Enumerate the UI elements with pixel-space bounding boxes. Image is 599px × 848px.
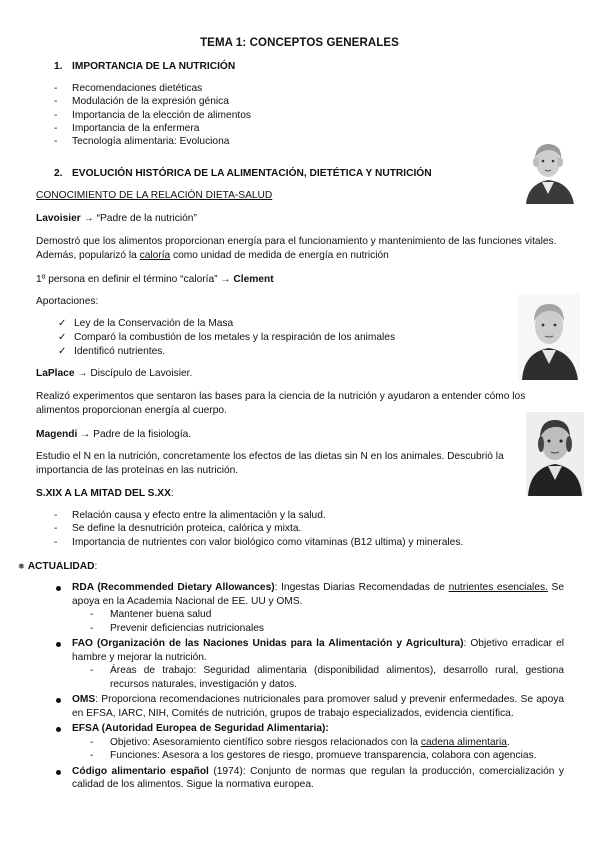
list-item: - Importancia de la elección de alimentos [54, 109, 251, 122]
text: como unidad de medida de energía en nutrición [170, 249, 389, 261]
sxix-heading [36, 487, 174, 501]
page-title: TEMA 1: CONCEPTOS GENERALES [200, 37, 399, 49]
lavoisier-name: Lavoisier [36, 213, 81, 224]
text: Identificó nutrientes. [74, 346, 166, 357]
list-item: - Importancia de nutrientes con valor biológico como vitaminas (B12 ultima) y minerales. [54, 536, 463, 549]
sxix-heading-text: S.XIX A LA MITAD DEL S.XX [36, 488, 171, 499]
text: . [506, 736, 510, 748]
list-item: - Mantener buena salud [90, 608, 564, 622]
first-person-line [36, 273, 274, 287]
lavoisier-line [36, 212, 197, 226]
list-item [90, 736, 564, 750]
lavoisier-tag: “Padre de la nutrición” [96, 213, 197, 224]
contrib-list [58, 317, 395, 359]
list-item: - Tecnología alimentaria: Evoluciona [54, 135, 251, 148]
list-item-oms [56, 693, 564, 720]
clement-name: Clement [233, 274, 274, 285]
text: : Ingestas Diarias Recomendadas de [274, 582, 449, 593]
list-item-efsa [56, 722, 564, 763]
section1-heading [54, 60, 235, 74]
rda-sublist [90, 608, 564, 635]
checkmark-icon: ✓ [58, 346, 67, 357]
section1-heading-text: IMPORTANCIA DE LA NUTRICIÓN [72, 61, 236, 72]
text: Objetivo: Asesoramiento científico sobre riesgos relacionados con la [110, 736, 421, 748]
text: 1º persona en definir el término “caloría” [36, 274, 221, 285]
magendi-tag: → Padre de la fisiología. [77, 429, 192, 440]
actualidad-heading [18, 560, 97, 574]
laplace-portrait [518, 294, 580, 380]
bullet-icon [56, 770, 61, 775]
list-item [58, 317, 395, 331]
underlined-text: caloría [139, 249, 171, 261]
list-item: - Se define la desnutrición proteica, calórica y mixta. [54, 522, 463, 535]
list-item-fao [56, 637, 564, 691]
actualidad-heading-text: ACTUALIDAD [27, 561, 95, 572]
oms-title: OMS [72, 694, 96, 705]
section1-number: 1. [54, 61, 63, 72]
arrow: → [220, 274, 234, 285]
section2-heading [54, 167, 432, 181]
section1-list [54, 82, 251, 148]
text: Demostró que los alimentos proporcionan energía para el funcionamiento y mantenimiento de las funciones vitales. Además, popularizó la [36, 236, 557, 261]
magendi-portrait [526, 412, 584, 496]
magendi-name: Magendi [36, 429, 78, 440]
list-item [58, 345, 395, 359]
rda-title: RDA (Recommended Dietary Allowances) [72, 582, 275, 593]
list-item: - Prevenir deficiencias nutricionales [90, 622, 564, 636]
laplace-paragraph: Realizó experimentos que sentaron las bases para la ciencia de la nutrición y ayudaron a entender cómo los alimentos proporcionan energía al cuerpo. [36, 391, 526, 416]
text: Comparó la combustión de los metales y la respiración de los animales [74, 332, 396, 343]
list-item: - Importancia de la enfermera [54, 122, 251, 135]
laplace-name: LaPlace [36, 368, 75, 379]
list-item-codigo [56, 765, 564, 792]
magendi-paragraph: Estudio el N en la nutrición, concretamente los efectos de las dietas sin N en los animales. Descubrió la importancia de las proteínas en las nutrición. [36, 451, 504, 476]
list-item: - Áreas de trabajo: Seguridad alimentaria (disponibilidad alimentos), desarrollo rural, gestiona recursos naturales, investigación y datos. [90, 664, 564, 691]
bullet-icon [56, 642, 61, 647]
section2-subheading: CONOCIMIENTO DE LA RELACIÓN DIETA-SALUD [36, 190, 273, 201]
underlined-text: cadena alimentaria [420, 736, 507, 748]
magendi-line [36, 428, 191, 442]
underlined-text: nutrientes esenciales. [448, 582, 548, 593]
text: (1974): Conjunto de normas que regulan la producción, comercialización y calidad de los alimentos. Sigue la normativa europea. [72, 765, 565, 790]
lavoisier-paragraph [36, 235, 564, 262]
laplace-tag: → Discípulo de Lavoisier. [74, 368, 193, 379]
text: Ley de la Conservación de la Masa [74, 318, 234, 329]
snowflake-icon: ❅ [18, 562, 25, 571]
lavoisier-portrait [518, 138, 580, 204]
efsa-sublist [90, 736, 564, 763]
laplace-line [36, 367, 192, 381]
list-item-rda [56, 581, 564, 635]
efsa-title: EFSA (Autoridad Europea de Seguridad Alimentaria): [72, 723, 329, 734]
colon: : [170, 488, 174, 499]
checkmark-icon: ✓ [58, 332, 67, 343]
actualidad-list [56, 581, 564, 792]
bullet-icon [56, 586, 61, 591]
text: : Objetivo erradicar el hambre y mejorar la nutrición. [72, 638, 564, 663]
list-item: - Modulación de la expresión génica [54, 95, 251, 108]
list-item: - Funciones: Asesora a los gestores de riesgo, promueve transparencia, colabora con agencias. [90, 749, 564, 763]
bullet-icon [56, 727, 61, 732]
section2-number: 2. [54, 168, 63, 179]
fao-sublist [90, 664, 564, 691]
section2-heading-text: EVOLUCIÓN HISTÓRICA DE LA ALIMENTACIÓN, DIETÉTICA Y NUTRICIÓN [72, 168, 432, 179]
codigo-title: Código alimentario español [72, 765, 209, 777]
arrow: → [80, 213, 97, 224]
checkmark-icon: ✓ [58, 318, 67, 329]
text: Se apoya en la Academia Nacional de EE. UU y OMS. [72, 582, 565, 607]
fao-title: FAO (Organización de las Naciones Unidas para la Alimentación y Agricultura) [72, 638, 464, 649]
list-item: - Relación causa y efecto entre la alimentación y la salud. [54, 509, 463, 522]
list-item [58, 331, 395, 345]
colon: : [94, 561, 98, 572]
list-item: - Recomendaciones dietéticas [54, 82, 251, 95]
text: : Proporciona recomendaciones nutricionales para promover salud y prevenir enfermedades. Se apoya en EFSA, IARC, NIH, Comités de nutrición, grupos de trabajo especializados, evidencia científica. [72, 694, 564, 719]
sxix-list [54, 509, 463, 549]
bullet-icon [56, 698, 61, 703]
contrib-label: Aportaciones: [36, 296, 99, 307]
